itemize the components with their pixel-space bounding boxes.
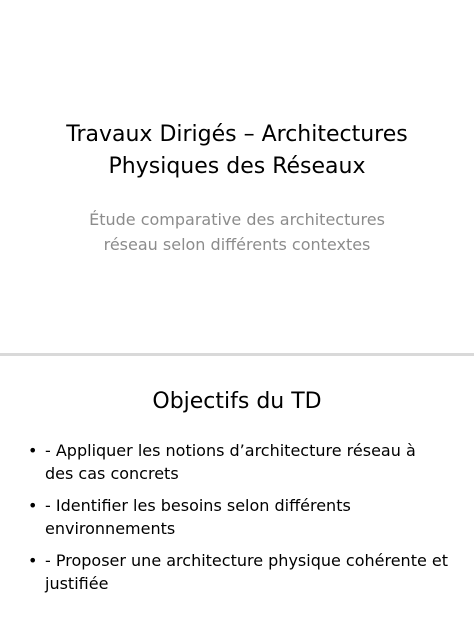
bullet-item (28, 439, 448, 485)
slide-subtitle-line-2: réseau selon différents contextes (103, 235, 371, 254)
objectives-slide (0, 356, 474, 632)
slide-subtitle (0, 207, 474, 257)
bullet-item (28, 494, 448, 540)
bullet-icon: • (28, 441, 38, 460)
bullet-text: - Proposer une architecture physique cohérente et justifiée (45, 551, 449, 593)
bullet-icon: • (28, 551, 38, 570)
slide-title (0, 119, 474, 183)
bullet-list (28, 439, 448, 604)
slide-title-line-2: Physiques des Réseaux (108, 154, 366, 179)
bullet-text: - Identifier les besoins selon différents environnements (45, 496, 351, 538)
bullet-text: - Appliquer les notions d’architecture réseau à des cas concrets (45, 441, 416, 483)
bullet-item (28, 549, 448, 595)
bullet-icon: • (28, 496, 38, 515)
slide-title-line-1: Travaux Dirigés – Architectures (66, 122, 408, 147)
slide-title: Objectifs du TD (152, 389, 322, 414)
slide-subtitle-line-1: Étude comparative des architectures (89, 210, 385, 229)
